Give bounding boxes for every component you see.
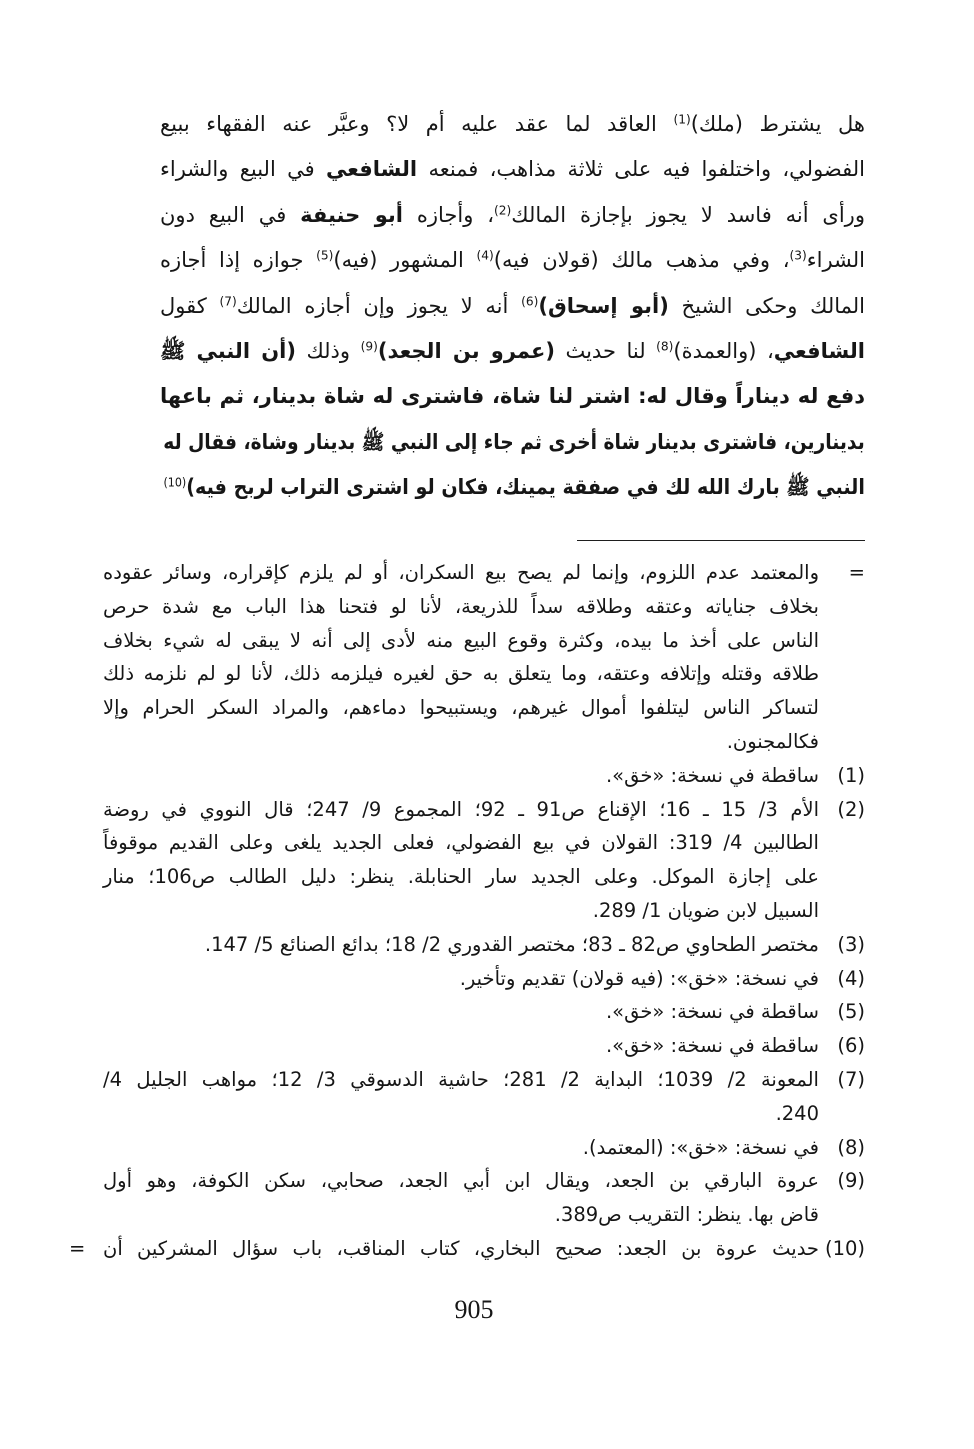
footnote-line-text: الناس على أخذ ما بيده، وكثرة وقوع البيع منه لأدى إلى أنه لا يبقى له شيء بخلاف: [103, 628, 819, 652]
footnote-separator-rule: [577, 540, 865, 541]
footnote-number: (8): [837, 1135, 865, 1159]
text-run: هل يشترط (ملك): [690, 112, 865, 136]
text-run: جوازه إذا أجازه: [160, 248, 317, 273]
main-text-line: [160, 329, 865, 374]
main-text: [160, 102, 865, 511]
footnote-line-text: المعونة 2/ 1039؛ البداية 2/ 281؛ حاشية الدسوقي 3/ 12؛ مواهب الجليل 4/: [103, 1067, 819, 1091]
continues-next-page-marker: =: [69, 1236, 86, 1260]
footnote-line-text: في نسخة: «خق»: (فيه قولان) تقديم وتأخير.: [459, 966, 819, 990]
main-text-line-content: [160, 294, 865, 318]
main-text-line-content: [160, 339, 865, 363]
footnote-line: [103, 894, 819, 928]
footnote-line-text: قاض بها. ينظر: التقريب ص389.: [554, 1203, 819, 1227]
text-run: في البيع والشراء: [160, 157, 326, 182]
main-text-line-content: [160, 157, 865, 181]
footnote-reference-marker: (6): [521, 294, 539, 309]
main-text-line: [160, 238, 865, 283]
text-run: ، وفي مذهب مالك (قولان فيه): [493, 248, 790, 273]
footnote-line-text: مختصر الطحاوي ص82 ـ 83؛ مختصر القدوري 2/ 18؛ بدائع الصنائع 5/ 147.: [204, 932, 819, 956]
footnote-line: [103, 1097, 819, 1131]
footnote-reference-marker: (3): [789, 248, 807, 263]
footnote-line: [103, 860, 819, 894]
footnote-line-text: 240.: [775, 1101, 819, 1125]
footnote-body: [103, 995, 819, 1029]
footnote-line-text: ساقطة في نسخة: «خق».: [605, 1034, 819, 1058]
footnote-body: [103, 928, 819, 962]
footnote: [103, 1029, 865, 1063]
footnote: [103, 759, 865, 793]
footnote-body: [69, 1232, 819, 1266]
footnote-line: [103, 725, 819, 759]
text-run: كقول: [160, 293, 220, 318]
footnote-continuation: [103, 556, 865, 759]
footnote-body: [103, 793, 819, 928]
footnote: [103, 962, 865, 996]
bold-text-run: الشافعي: [773, 338, 865, 363]
footnote-line-text: في نسخة: «خق»: (المعتمد).: [582, 1135, 819, 1159]
footnote-line: [103, 962, 819, 996]
footnote: [103, 995, 865, 1029]
main-text-line: [160, 465, 865, 510]
bold-text-run: أبو حنيفة: [300, 202, 403, 227]
main-text-line: [160, 193, 865, 238]
footnote-line: [103, 1063, 819, 1097]
footnote-number: (5): [837, 1000, 865, 1024]
bold-text-run: (أن النبي ﷺ: [160, 338, 296, 363]
footnote-number: (9): [837, 1169, 865, 1193]
text-run: المالك وحكى الشيخ: [668, 293, 865, 318]
footnote-line: [103, 826, 819, 860]
footnote-number: (7): [837, 1067, 865, 1091]
text-run: ، وأجازه: [403, 202, 494, 227]
footnote-line-text: لتساكر الناس ليتلفوا أموال غيرهم، ويستبيحوا دماءهم، والمراد السكر الحرام وإلا: [103, 696, 819, 720]
footnote-number: (2): [837, 797, 865, 821]
footnote-body: [103, 1029, 819, 1063]
footnote-line: [103, 1232, 819, 1266]
main-text-line-content: [160, 203, 865, 227]
footnote-line: [103, 1198, 819, 1232]
main-text-line: [160, 147, 865, 192]
footnote-body: [103, 759, 819, 793]
main-text-line: [160, 420, 865, 465]
footnote-number: (10): [824, 1236, 865, 1260]
footnote-line: [103, 1131, 819, 1165]
footnote: [103, 928, 865, 962]
text-run: أنه لا يجوز وإن أجازه المالك: [236, 293, 522, 318]
continuation-marker: =: [848, 561, 865, 584]
footnotes: [69, 556, 865, 1266]
footnote-line: [103, 1029, 819, 1063]
footnote-reference-marker: (9): [360, 339, 378, 354]
footnote: [103, 793, 865, 928]
bold-text-run: دفع له ديناراً وقال له: اشتر لنا شاة، فاشترى له شاة بدينار، ثم باعها: [160, 384, 865, 409]
text-run: ، (والعمدة): [673, 338, 774, 363]
footnote-number: (6): [837, 1034, 865, 1058]
footnote-body: [103, 962, 819, 996]
main-text-line: [160, 284, 865, 329]
main-text-line: [160, 102, 865, 147]
footnote-body: [103, 556, 819, 759]
text-run: لنا حديث: [554, 338, 657, 363]
text-run: العاقد لما عقد عليه أم لا؟ وعبَّر عنه الفقهاء ببيع: [160, 112, 674, 136]
footnote-reference-marker: (8): [656, 339, 674, 354]
footnote-line: [103, 1164, 819, 1198]
page-number: 905: [454, 1295, 494, 1324]
footnote: [103, 1063, 865, 1131]
bold-text-run: النبي ﷺ بارك الله لك في صفقة يمينك، فكان لو اشترى التراب لربح فيه): [186, 475, 865, 500]
footnote-line-text: طلاقه وقتله وإتلافه وعتقه، وما يتعلق به حق لغيره فيلزمه ذلك، لأنا لو لم نلزمه ذلك: [103, 662, 819, 686]
footnote-number: (4): [837, 966, 865, 990]
footnote-line-text: فكالمجنون.: [726, 729, 819, 753]
text-run: في البيع دون: [160, 202, 301, 227]
footnote-line-text: ساقطة في نسخة: «خق».: [605, 763, 819, 787]
footnote-line-text: ساقطة في نسخة: «خق».: [605, 1000, 819, 1024]
footnote-line-text: حديث عروة بن الجعد: صحيح البخاري، كتاب المناقب، باب سؤال المشركين أن: [103, 1236, 819, 1260]
footnote-reference-marker: (2): [494, 203, 512, 218]
main-text-line-content: [164, 420, 865, 465]
footnote-line: [103, 556, 819, 590]
footnote-line: [103, 928, 819, 962]
main-text-line-content: [164, 465, 865, 510]
footnote-body: [103, 1063, 819, 1131]
footnote: [103, 1164, 865, 1232]
footnote-number: (1): [837, 763, 865, 787]
footnote-line: [103, 793, 819, 827]
footnote-line: [103, 691, 819, 725]
footnote-line-text: الطالبين 4/ 319: القولان في بيع الفضولي، فعلى الجديد يلغى وعلى القديم موقوفاً: [103, 831, 819, 855]
footnote-reference-marker: (1): [673, 112, 691, 127]
footnote-reference-marker: (10): [163, 475, 187, 490]
bold-text-run: بدينارين، فاشترى بدينار شاة أخرى ثم جاء إلى النبي ﷺ بدينار وشاة، فقال له: [163, 429, 865, 454]
footnote-line-text: بخلاف جناياته وعتقه وطلاقه سداً للذريعة، لأنا لو فتحنا هذا الباب مع شدة حرص: [103, 594, 819, 618]
text-run: المشهور (فيه): [333, 248, 477, 273]
footnote-reference-marker: (4): [476, 248, 494, 263]
bold-text-run: (أبو إسحاق): [538, 293, 669, 318]
footnote-line: [103, 995, 819, 1029]
main-text-line: [160, 374, 865, 419]
footnote-body: [103, 1131, 819, 1165]
main-text-line-content: [160, 248, 865, 272]
footnote-line: [103, 590, 819, 624]
bold-text-run: الشافعي: [325, 157, 418, 182]
footnote-line-text: عروة البارقي بن الجعد، ويقال ابن أبي الجعد، صحابي، سكن الكوفة، وهو أول: [103, 1169, 819, 1193]
main-text-line-content: [160, 384, 865, 408]
bold-text-run: (عمرو بن الجعد): [377, 338, 555, 363]
footnote-line-text: على إجازة الموكل. وعلى الجديد سار الحنابلة. ينظر: دليل الطالب ص106؛ منار: [103, 865, 819, 889]
main-text-line-content: [160, 112, 865, 136]
footnote: [103, 1131, 865, 1165]
footnote-body: [103, 1164, 819, 1232]
footnote-line-text: والمعتمد عدم اللزوم، وإنما لم يصح بيع السكران، أو لم يلزم كإقراره، وسائر عقوده: [103, 561, 819, 584]
text-run: الفضولي، واختلفوا فيه على ثلاثة مذاهب، فمنعه: [417, 157, 865, 182]
footnote-reference-marker: (5): [316, 248, 334, 263]
text-run: الشراء: [806, 248, 865, 273]
footnote-line: [103, 624, 819, 658]
text-run: ورأى أنه فاسد لا يجوز بإجازة المالك: [511, 202, 865, 227]
footnote: [69, 1232, 865, 1266]
footnote-reference-marker: (7): [219, 294, 237, 309]
footnote-line: [103, 759, 819, 793]
text-run: وذلك: [295, 338, 361, 363]
footnote-number: (3): [837, 932, 865, 956]
footnote-line-text: السبيل لابن ضويان 1/ 289.: [592, 898, 819, 922]
footnote-line: [103, 657, 819, 691]
footnote-line-text: الأم 3/ 15 ـ 16؛ الإقناع ص91 ـ 92؛ المجموع 9/ 247؛ قال النووي في روضة: [103, 797, 819, 821]
